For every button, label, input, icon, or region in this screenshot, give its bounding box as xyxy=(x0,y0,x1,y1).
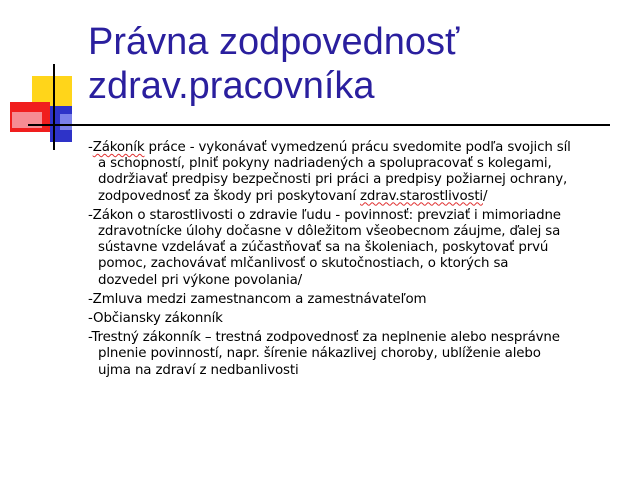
text-line: -Zmluva medzi zamestnancom a zamestnávateľom xyxy=(88,291,427,307)
list-item xyxy=(88,311,628,327)
text-line: -Zákon o starostlivosti o zdravie ľudu - povinnosť: prevziať i mimoriadne xyxy=(88,207,561,223)
slide-title xyxy=(88,20,628,108)
misspelled-word[interactable]: Zákoník xyxy=(92,140,145,155)
deco-vertical-line xyxy=(53,64,55,150)
text-line: a schopností, plniť pokyny nadriadených a spolupracovať s kolegami, xyxy=(98,156,552,172)
text-run: práce - vykonávať vymedzenú prácu svedomite podľa svojich síl xyxy=(144,140,571,155)
list-item xyxy=(88,330,628,379)
text-line: sústavne vzdelávať a zúčastňovať sa na školeniach, poskytovať prvú xyxy=(98,240,549,256)
text-line: plnenie povinností, napr. šírenie nákazlivej choroby, ublíženie alebo xyxy=(98,346,541,362)
text-line: ujma na zdraví z nedbanlivosti xyxy=(98,362,299,378)
text-run: zodpovednosť za škody pri poskytovaní xyxy=(98,188,361,204)
list-item xyxy=(88,292,628,308)
text-run: / xyxy=(483,188,488,204)
misspelled-word[interactable]: zdrav.starostlivosti xyxy=(360,188,483,204)
text-line xyxy=(88,140,628,156)
text-line: dodržiavať predpisy bezpečnosti pri práci a predpisy požiarnej ochrany, xyxy=(98,172,568,188)
bullet-list xyxy=(88,140,628,382)
text-line: dozvedel pri výkone povolania/ xyxy=(98,272,303,288)
text-line: pomoc, zachovávať mlčanlivosť o skutočnostiach, o ktorých sa xyxy=(98,256,509,272)
deco-lightblue-square xyxy=(60,114,72,130)
slide-title-line: Právna zodpovednosť xyxy=(88,21,460,63)
list-item xyxy=(88,140,628,205)
slide-title-line: zdrav.pracovníka xyxy=(88,65,375,107)
text-line xyxy=(88,189,628,205)
text-line: zdravotnícke úlohy dočasne v dôležitom všeobecnom záujme, ďalej sa xyxy=(98,224,561,240)
title-divider xyxy=(28,124,610,126)
text-run: - xyxy=(88,140,93,155)
text-line: -Trestný zákonník – trestná zodpovednosť za neplnenie alebo nesprávne xyxy=(88,330,560,346)
list-item xyxy=(88,208,628,289)
text-line: -Občiansky zákonník xyxy=(88,311,223,327)
